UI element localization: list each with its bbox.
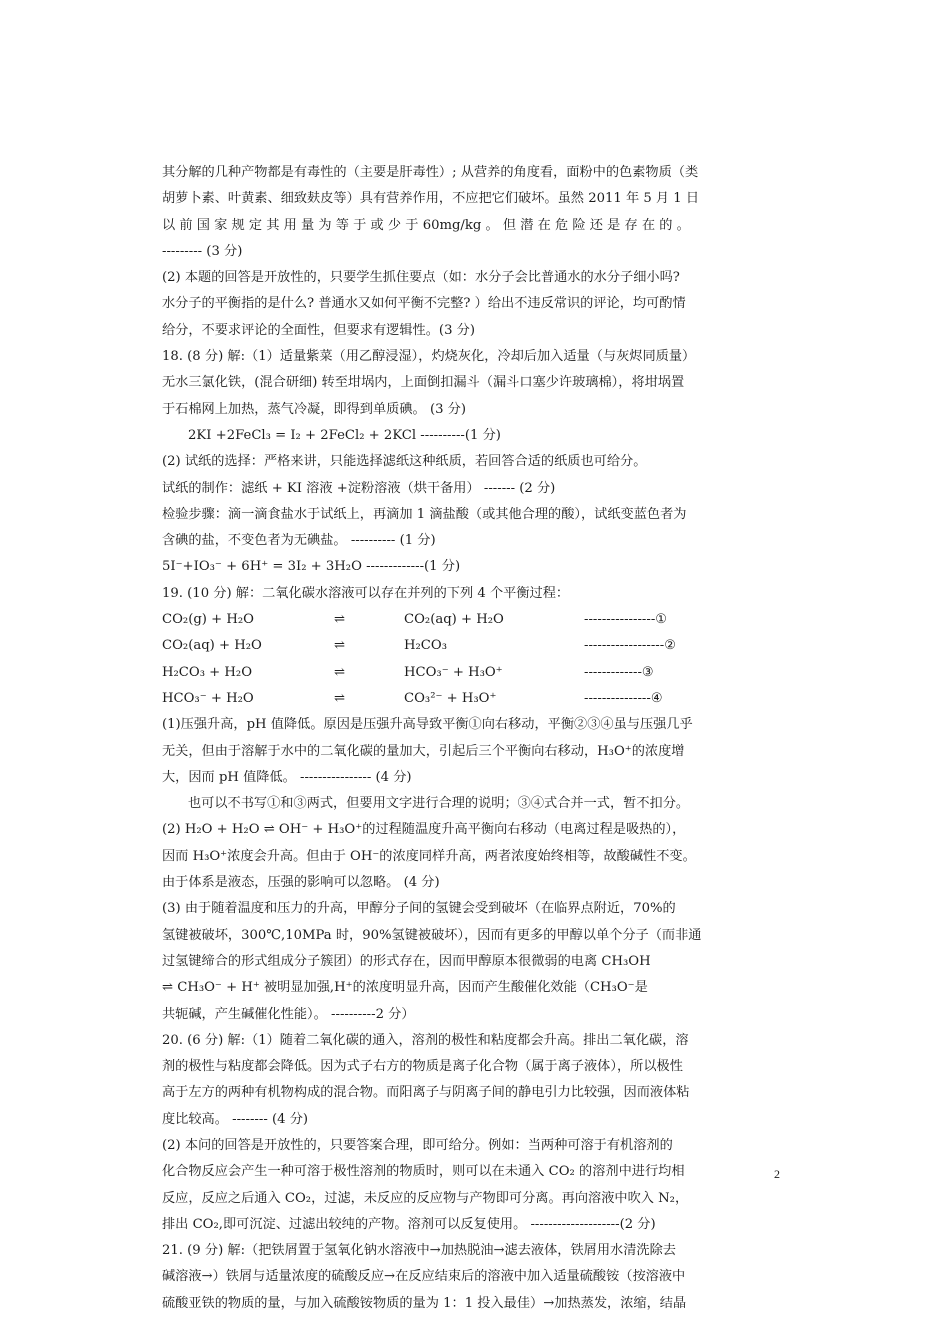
text-line: 也可以不书写①和③两式，但要用文字进行合理的说明；③④式合并一式，暂不扣分。 xyxy=(188,796,690,812)
equation-line: 5I⁻+IO₃⁻ + 6H⁺ = 3I₂ + 3H₂O -------------(1 分) xyxy=(162,559,461,575)
text-line: 排出 CO₂,即可沉淀、过滤出较纯的产物。溶剂可以反复使用。 --------------------(2 分) xyxy=(162,1216,656,1232)
text-line: 过氢键缔合的形式组成分子簇团）的形式存在，因而甲醇原本很微弱的电离 CH₃OH xyxy=(162,953,651,969)
text-line: (2) 本题的回答是开放性的，只要学生抓住要点（如：水分子会比普通水的水分子细小吗? xyxy=(162,270,680,286)
text-line: 其分解的几种产物都是有毒性的（主要是肝毒性）; 从营养的角度看，面粉中的色素物质（类 xyxy=(162,165,699,180)
equilibrium-arrow: ⇌ xyxy=(334,638,346,654)
text-line: 因而 H₃O⁺浓度会升高。但由于 OH⁻的浓度同样升高，两者浓度始终相等，故酸碱性不变。 xyxy=(162,848,696,864)
text-line: 氢键被破坏，300℃,10MPa 时，90%氢键被破坏），因而有更多的甲醇以单个分子（而非通 xyxy=(162,927,702,943)
text-line: (2) 试纸的选择：严格来讲，只能选择滤纸这种纸质，若回答合适的纸质也可给分。 xyxy=(162,454,647,470)
text-line: 硫酸亚铁的物质的量，与加入硫酸铵物质的量为 1：1 投入最佳）→加热蒸发，浓缩，结晶 xyxy=(162,1295,687,1311)
text-line: 由于体系是液态，压强的影响可以忽略。 (4 分) xyxy=(162,875,440,891)
text-line: 试纸的制作：滤纸 + KI 溶液 +淀粉溶液（烘干备用） ------- (2 分) xyxy=(162,480,556,496)
text-line: 反应，反应之后通入 CO₂，过滤，未反应的反应物与产物即可分离。再向溶液中吹入 N₂， xyxy=(162,1190,689,1206)
equilibrium-arrow: ⇌ xyxy=(334,690,346,706)
text-line: 检验步骤：滴一滴食盐水于试纸上，再滴加 1 滴盐酸（或其他合理的酸），试纸变蓝色者为 xyxy=(162,506,687,522)
equation-line: 2KI +2FeCl₃ = I₂ + 2FeCl₂ + 2KCl ----------(1 分) xyxy=(188,427,501,443)
equilibrium-3: H₂CO₃ + H₂O ⇌ HCO₃⁻ + H₃O⁺ -------------③ xyxy=(162,660,782,686)
text-line: 剂的极性与粘度都会降低。因为式子右方的物质是离子化合物（属于离子液体），所以极性 xyxy=(162,1059,683,1075)
text-line: (2) H₂O + H₂O ⇌ OH⁻ + H₃O⁺的过程随温度升高平衡向右移动（电离过程是吸热的）， xyxy=(162,822,686,838)
text-line: 无关，但由于溶解于水中的二氧化碳的量加大，引起后三个平衡向右移动，H₃O⁺的浓度增 xyxy=(162,743,685,759)
equilibrium-2: CO₂(aq) + H₂O ⇌ H₂CO₃ ------------------② xyxy=(162,633,782,659)
equilibrium-1: CO₂(g) + H₂O ⇌ CO₂(aq) + H₂O ----------------① xyxy=(162,607,782,633)
text-line: 水分子的平衡指的是什么? 普通水又如何平衡不完整? ）给出不违反常识的评论，均可酌情 xyxy=(162,296,686,312)
text-line: 含碘的盐，不变色者为无碘盐。 ---------- (1 分) xyxy=(162,533,436,549)
question-18-heading: 18. (8 分) 解:（1）适量紫菜（用乙醇浸湿），灼烧灰化，冷却后加入适量（与灰烬同质量） xyxy=(162,349,696,365)
text-line: --------- (3 分) xyxy=(162,243,243,259)
text-line: 无水三氯化铁，(混合研细) 转至坩埚内，上面倒扣漏斗（漏斗口塞少许玻璃棉），将坩埚置 xyxy=(162,375,685,391)
equilibrium-4: HCO₃⁻ + H₂O ⇌ CO₃²⁻ + H₃O⁺ ---------------④ xyxy=(162,686,782,712)
text-line: (3) 由于随着温度和压力的升高，甲醇分子间的氢键会受到破坏（在临界点附近，70%的 xyxy=(162,901,676,917)
answer-text xyxy=(162,160,782,1317)
text-line: 碱溶液→）铁屑与适量浓度的硫酸反应→在反应结束后的溶液中加入适量硫酸铵（按溶液中 xyxy=(162,1269,686,1285)
text-line: 大，因而 pH 值降低。 ---------------- (4 分) xyxy=(162,769,412,785)
text-line: 以 前 国 家 规 定 其 用 量 为 等 于 或 少 于 60mg/kg 。 但 潜 在 危 险 还 是 存 在 的 。 xyxy=(162,217,690,233)
text-line: 高于左方的两种有机物构成的混合物。而阳离子与阴离子间的静电引力比较强，因而液体粘 xyxy=(162,1085,690,1101)
text-line: ⇌ CH₃O⁻ + H⁺ 被明显加强,H⁺的浓度明显升高，因而产生酸催化效能（CH₃O⁻是 xyxy=(162,980,648,996)
question-20-heading: 20. (6 分) 解:（1）随着二氧化碳的通入，溶剂的极性和粘度都会升高。排出二氧化碳，溶 xyxy=(162,1032,689,1048)
text-line: (1)压强升高，pH 值降低。原因是压强升高导致平衡①向右移动，平衡②③④虽与压强几乎 xyxy=(162,717,693,733)
text-line: (2) 本问的回答是开放性的，只要答案合理，即可给分。例如：当两种可溶于有机溶剂的 xyxy=(162,1137,673,1153)
equilibrium-arrow: ⇌ xyxy=(334,612,346,628)
page-number: 2 xyxy=(774,1167,780,1181)
text-line: 度比较高。 -------- (4 分) xyxy=(162,1111,309,1127)
text-line: 于石棉网上加热，蒸气冷凝，即得到单质碘。 (3 分) xyxy=(162,401,466,417)
text-line: 胡萝卜素、叶黄素、细致麸皮等）具有营养作用，不应把它们破坏。虽然 2011 年 5 月 1 日 xyxy=(162,191,700,207)
text-line: 给分，不要求评论的全面性，但要求有逻辑性。(3 分) xyxy=(162,322,475,338)
text-line: 共轭碱，产生碱催化性能）。 ----------2 分） xyxy=(162,1006,415,1022)
question-21-heading: 21. (9 分) 解:（把铁屑置于氢氧化钠水溶液中→加热脱油→滤去液体，铁屑用水清洗除去 xyxy=(162,1243,676,1259)
equilibrium-arrow: ⇌ xyxy=(334,664,346,680)
question-19-heading: 19. (10 分) 解：二氧化碳水溶液可以存在并列的下列 4 个平衡过程： xyxy=(162,585,570,601)
text-line: 化合物反应会产生一种可溶于极性溶剂的物质时，则可以在未通入 CO₂ 的溶剂中进行均相 xyxy=(162,1164,685,1180)
